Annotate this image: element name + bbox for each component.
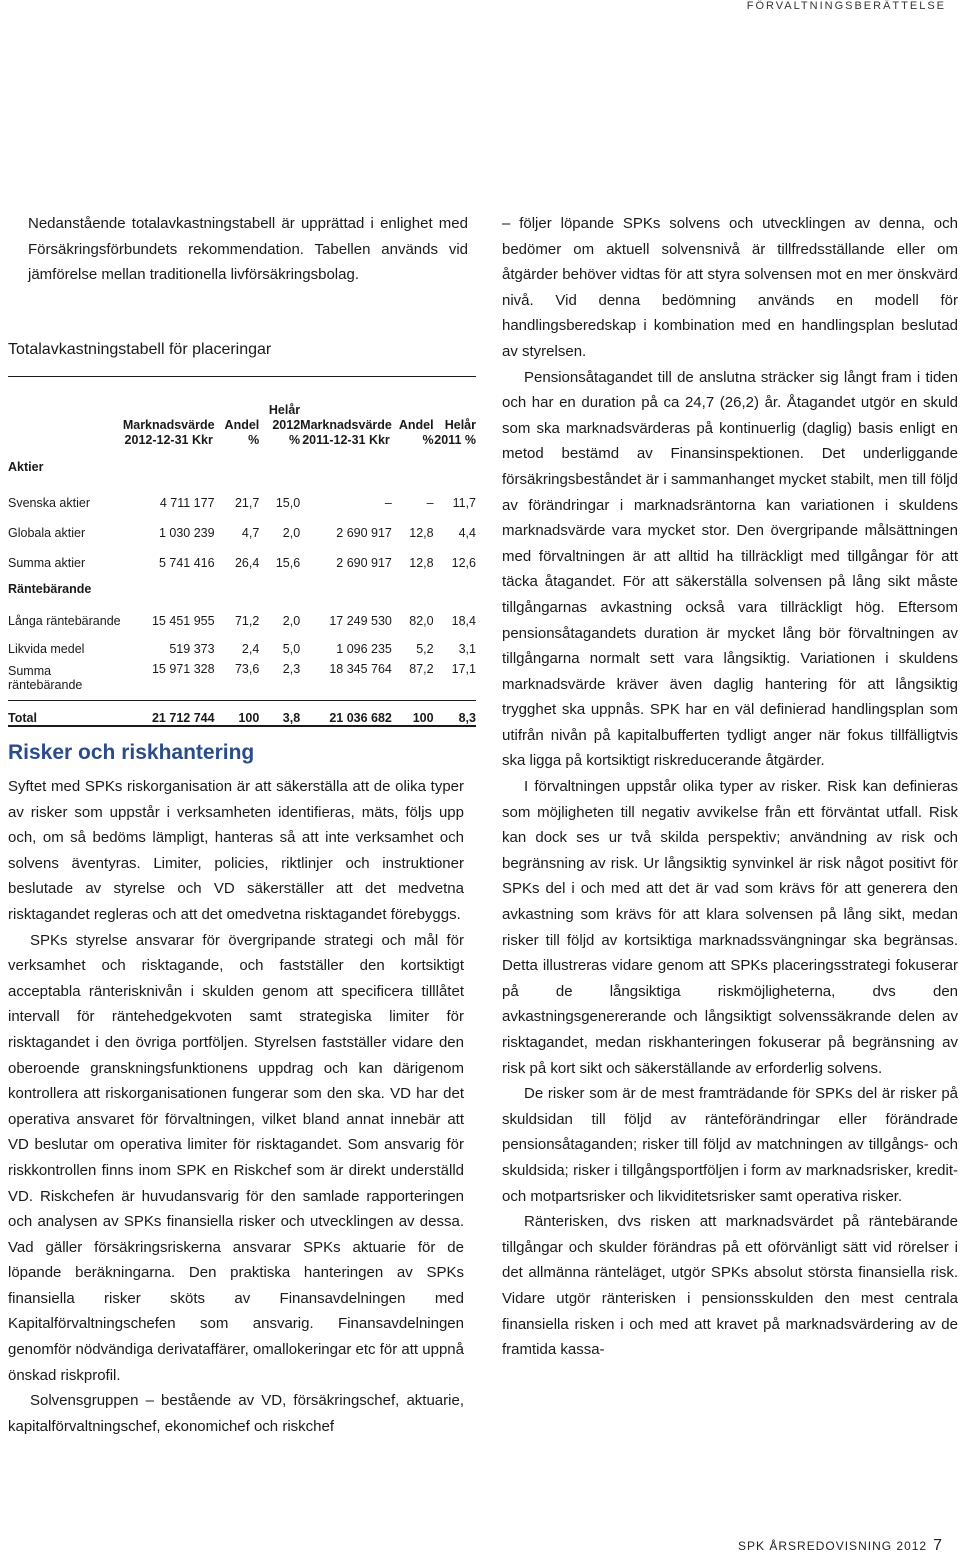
row-label: Likvida medel: [8, 642, 85, 656]
cell-helar2011: 18,4: [451, 614, 476, 628]
cell-mv2012: 21 712 744: [123, 700, 215, 726]
footer-title: SPK ÅRSREDOVISNING 2012: [738, 1539, 928, 1553]
table-row: [8, 656, 476, 700]
cell-mv2012: 1 030 239: [158, 526, 215, 540]
cell-helar2012: 2,0: [282, 614, 301, 628]
row-label: Svenska aktier: [8, 496, 90, 510]
header-andel2012: Andel %: [224, 418, 260, 447]
cell-mv2011: 2 690 917: [336, 556, 392, 570]
body-paragraph: Solvensgruppen – bestående av VD, försäkringschef, aktuarie, kapitalförvaltningschef, ekonomichef och riskchef: [8, 1392, 464, 1435]
cell-andel2011: 100: [392, 700, 434, 726]
cell-andel2012: 2,4: [241, 642, 260, 656]
row-label: Globala aktier: [8, 526, 86, 540]
cell-mv2012: 5 741 416: [158, 556, 215, 570]
cell-helar2011: 17,1: [451, 662, 476, 676]
table-row: [8, 474, 476, 510]
section-row-rante: [8, 570, 476, 596]
cell-helar2012: 15,6: [275, 556, 301, 570]
cell-mv2011: 17 249 530: [329, 614, 392, 628]
table-row: [8, 628, 476, 656]
header-mv2012: Marknadsvärde 2012-12-31 Kkr: [122, 418, 215, 447]
table-row-total: [8, 700, 476, 726]
cell-andel2012: 100: [215, 700, 260, 726]
section-row-aktier: [8, 448, 476, 474]
cell-mv2011: –: [384, 496, 392, 510]
row-label: Summa räntebärande: [8, 663, 83, 692]
left-column-body: [8, 774, 464, 1439]
cell-andel2011: 82,0: [409, 614, 434, 628]
row-label: Total: [8, 700, 123, 726]
table-header-row: [8, 378, 476, 448]
header-blank: [8, 378, 123, 448]
cell-mv2012: 15 971 328: [151, 662, 215, 676]
cell-helar2012: 5,0: [282, 642, 301, 656]
cell-andel2012: 26,4: [234, 556, 260, 570]
row-label: Långa räntebärande: [8, 614, 121, 628]
body-paragraph: Pensionsåtagandet till de anslutna sträcker sig långt fram i tiden och har en duration på ca 24,7 (26,2) år. Åtagandet utgör en skuld som ska marknadsvärderas på kontinuerlig (daglig) basis enligt en metod bestämd av Finansinspektionen. Det underliggande försäkringsbeståndet är i sammanhanget mycket stabilt, men till följd av förändringar i marknadsräntorna kan variationen i skuldens marknadsvärde vara mycket stor. Den övergripande målsättningen med förvaltningen är att alltid ha tillräckligt med tillgångar för att täcka åtagandet. För att säkerställa solvensen på lång sikt måste tillgångarnas avkastning också vara tillräckligt hög. Eftersom pensionsåtagandets duration är mycket lång bör förvaltningen av tillgångarna normalt sett vara långsiktig. Variationen i skuldens marknadsvärde kräver även daglig hantering för att långsiktig trygghet ska uppnås. SPK har en väl definierad handlingsplan som utifrån nivån på kapitalbufferten tydligt anger när fokus tillfälligtvis ska ligga på kortsiktigt riskreducerande åtgärder.: [502, 368, 958, 770]
cell-mv2011: 1 096 235: [336, 642, 392, 656]
cell-andel2011: 12,8: [409, 526, 434, 540]
cell-helar2012: 3,8: [259, 700, 300, 726]
right-column: [502, 211, 958, 1363]
table-top-rule: [8, 376, 476, 377]
running-head: FÖRVALTNINGSBERÄTTELSE: [746, 0, 946, 12]
cell-mv2012: 15 451 955: [151, 614, 215, 628]
cell-mv2011: 21 036 682: [300, 700, 392, 726]
cell-andel2011: 87,2: [409, 662, 434, 676]
table-row: [8, 540, 476, 570]
page-footer: [738, 1537, 942, 1555]
cell-andel2011: –: [426, 496, 434, 510]
cell-helar2011: 12,6: [451, 556, 476, 570]
section-label: Räntebärande: [8, 582, 92, 596]
cell-helar2012: 2,0: [282, 526, 301, 540]
return-table: [8, 378, 476, 727]
row-label: Summa aktier: [8, 556, 86, 570]
cell-mv2012: 4 711 177: [159, 496, 215, 510]
cell-helar2012: 15,0: [275, 496, 301, 510]
cell-helar2012: 2,3: [282, 662, 301, 676]
header-andel2011: Andel %: [398, 418, 434, 447]
cell-helar2011: 3,1: [458, 642, 476, 656]
cell-mv2012: 519 373: [169, 642, 215, 656]
page-number: 7: [933, 1537, 942, 1554]
cell-andel2011: 12,8: [409, 556, 434, 570]
cell-helar2011: 8,3: [434, 700, 476, 726]
section-label: Aktier: [8, 460, 44, 474]
header-helar2011: Helår 2011 %: [434, 418, 476, 447]
header-mv2011: Marknadsvärde 2011-12-31 Kkr: [300, 418, 392, 447]
table-row: [8, 510, 476, 540]
body-paragraph: Syftet med SPKs riskorganisation är att säkerställa att de olika typer av risker som uppstår i verksamheten identifieras, mäts, följs upp och, om så bedöms lämpligt, hanteras så att inte verksamhet och solvens äventyras. Limiter, policies, riktlinjer och instruktioner beslutade av styrelse och VD säkerställer att det medvetna risktagandet regleras och att det omedvetna risktagandet förebyggs.: [8, 778, 464, 923]
cell-andel2012: 71,2: [234, 614, 260, 628]
header-helar2012: Helår 2012 %: [268, 403, 301, 447]
cell-andel2011: 5,2: [416, 642, 434, 656]
cell-helar2011: 11,7: [452, 496, 476, 510]
body-paragraph: I förvaltningen uppstår olika typer av risker. Risk kan definieras som möjligheten till negativ avvikelse från ett förväntat utfall. Risk kan dock ses ur två skilda perspektiv; användning av risk och begränsning av risk. Ur långsiktig synvinkel är risk något positivt för SPKs del i och med att det är vad som krävs för att generera den avkastning som krävs för att klara solvensen på lång sikt, medan risker till följd av kortsiktiga marknadssvängningar ska begränsas. Detta illustreras vidare genom att SPKs placeringsstrategi fokuserar på de långsiktiga riskmöjligheterna, dvs den avkastningsgenererande och långsiktigt solvenssäkrande delen av risktagandet, medan riskhanteringen fokuserar på begränsning av risk på kort sikt och säkerställande av erforderlig solvens.: [502, 778, 958, 1077]
cell-mv2011: 2 690 917: [336, 526, 392, 540]
section-heading: Risker och riskhantering: [8, 741, 255, 764]
body-paragraph: – följer löpande SPKs solvens och utvecklingen av denna, och bedömer om aktuell solvensnivå är tillfredsställande eller om åtgärder behöver vidtas för att styra solvensen mot en mer önskvärd nivå. Vid denna bedömning används en modell för handlingsberedskap i kombination med en handlingsplan beslutad av styrelsen.: [502, 215, 958, 360]
intro-paragraph: Nedanstående totalavkastningstabell är upprättad i enlighet med Försäkringsförbundets rekommendation. Tabellen används vid jämförelse mellan traditionella livförsäkringsbolag.: [28, 215, 468, 284]
cell-andel2012: 4,7: [241, 526, 260, 540]
cell-helar2011: 4,4: [458, 526, 476, 540]
table-row: [8, 596, 476, 628]
body-paragraph: SPKs styrelse ansvarar för övergripande strategi och mål för verksamhet och risktagande, och fastställer den kortsiktigt acceptabla ränterisknivån i skulden genom att specificera tilllåtet intervall för räntehedgekvoten samt strategiska limiter för risktagandet i den övriga portföljen. Styrelsen fastställer vidare den oberoende granskningsfunktionens uppdrag och kan därigenom kontrollera att riskorganisationen fungerar som den ska. VD har det operativa ansvaret för förvaltningen, vilket bland annat innebär att VD beslutar om operativa limiter för risktagandet. Som ansvarig för riskkontrollen finns inom SPK en Riskchef som är direkt underställd VD. Riskchefen är huvudansvarig för den samlade rapporteringen och analysen av SPKs finansiella risker och utvecklingen av dessa. Vad gäller försäkringsriskerna ansvarar SPKs aktuarie för de löpande beräkningarna. Den praktiska hanteringen av SPKs finansiella risker sköts av Finansavdelningen med Kapitalförvaltningschefen som ansvarig. Finansavdelningen genomför nödvändiga derivataffärer, omallokeringar etc för att uppnå önskad riskprofil.: [8, 931, 464, 1384]
cell-andel2012: 73,6: [234, 662, 260, 676]
table-title: Totalavkastningstabell för placeringar: [8, 341, 272, 358]
body-paragraph: De risker som är de mest framträdande för SPKs del är risker på skuldsidan till följd av ränteförändringar eller förändrade pensionsåtaganden; risker till följd av matchningen av tillgångs- och skuldsida; risker i tillgångsportföljen i form av marknadsrisker, kredit- och motpartsrisker och likviditetsrisker samt operativa risker.: [502, 1085, 958, 1205]
cell-andel2012: 21,7: [234, 496, 260, 510]
body-paragraph: Ränterisken, dvs risken att marknadsvärdet på räntebärande tillgångar och skulder förändras på ett oförvänligt sätt vid rörelser i det allmänna ränteläget, utgör SPKs absolut största finansiella risk. Vidare utgör ränterisken i pensionsskulden den mest centrala finansiella risken i och med att kravet på marknadsvärdering av de framtida kassa-: [502, 1213, 958, 1359]
cell-mv2011: 18 345 764: [329, 662, 392, 676]
